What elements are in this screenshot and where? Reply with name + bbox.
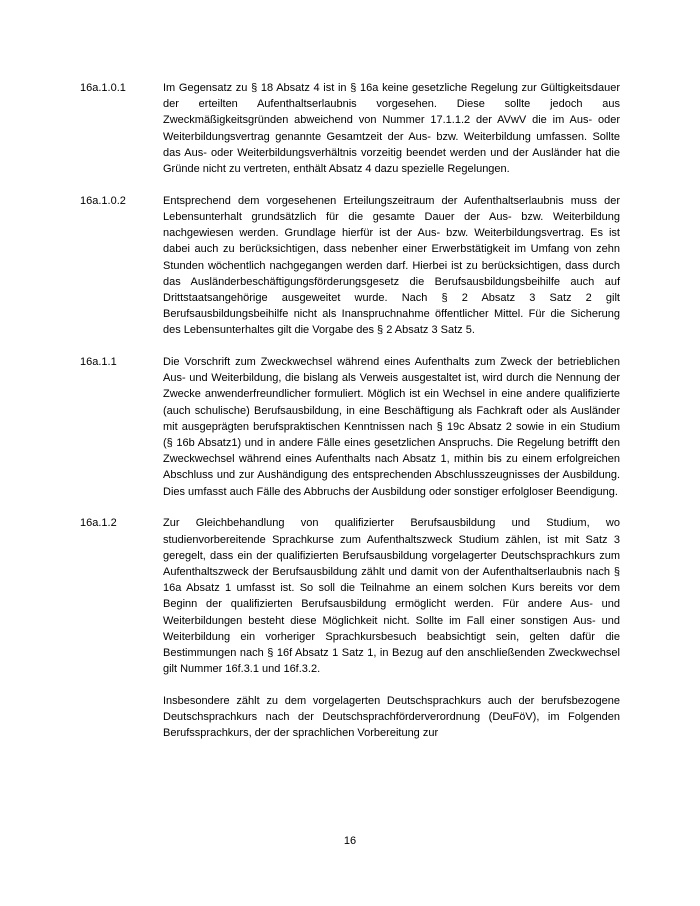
paragraph-number: 16a.1.0.1 (80, 82, 126, 94)
numbered-paragraph (80, 193, 620, 339)
paragraph-text: Insbesondere zählt zu dem vorgelagerten Deutschsprachkurs auch der berufsbezogene Deutschsprachkurs nach der Deutschsprachförderverordnung (DeuFöV), im Folgenden Berufssprachkurs, der der sprachlichen Vorbereitung zur (163, 694, 620, 740)
numbered-paragraph (80, 515, 620, 677)
page-number: 16 (343, 835, 357, 847)
numbered-paragraph (80, 80, 620, 177)
paragraph-text: Zur Gleichbehandlung von qualifizierter Berufsausbildung und Studium, wo studienvorbereitende Sprachkurse zum Aufenthaltszweck Studium zählen, ist mit Satz 3 geregelt, dass ein der qualifizierten Berufsausbildung vorgelagerter Deutschsprachkurs zum Aufenthaltszweck der Berufsausbildung zählt und damit von der Aufenthaltserlaubnis nach § 16a Absatz 1 umfasst ist. So soll die Teilnahme an einem solchen Kurs bereits vor dem Beginn der qualifizierten Berufsausbildung ermöglicht werden. Für andere Aus- und Weiterbildungen besteht diese Möglichkeit nicht. Sollte im Fall einer sonstigen Aus- und Weiterbildung ein vorheriger Sprachkursbesuch beabsichtigt sein, gelten dafür die Bestimmungen nach § 16f Absatz 1 Satz 1, in Bezug auf den anschließenden Zweckwechsel gilt Nummer 16f.3.1 und 16f.3.2. (163, 517, 620, 676)
paragraph-text: Die Vorschrift zum Zweckwechsel während eines Aufenthalts zum Zweck der betrieblichen Aus- und Weiterbildung, die bislang als Verweis ausgestaltet ist, wird durch die Nennung der Zwecke anwenderfreundlicher formuliert. Möglich ist ein Wechsel in eine andere qualifizierte (auch schulische) Berufsausbildung, in eine Beschäftigung als Fachkraft oder als Ausländer mit ausgeprägten berufspraktischen Kenntnissen nach § 19c Absatz 2 sowie in ein Studium (§ 16b Absatz1) und in andere Fälle eines gesetzlichen Anspruchs. Die Regelung betrifft den Zweckwechsel während eines Aufenthalts nach Absatz 1, mithin bis zu einem erfolgreichen Abschluss und zur Aushändigung des entsprechenden Abschlusszeugnisses der Ausbildung. Dies umfasst auch Fälle des Abbruchs der Ausbildung oder sonstiger erfolgloser Beendigung. (163, 356, 620, 498)
paragraph-text: Im Gegensatz zu § 18 Absatz 4 ist in § 16a keine gesetzliche Regelung zur Gültigkeitsdauer der erteilten Aufenthaltserlaubnis vorgesehen. Diese sollte jedoch aus Zweckmäßigkeitsgründen abweichend von Nummer 17.1.1.2 der AVwV die im Aus- oder Weiterbildungsvertrag genannte Gesamtzeit der Aus- bzw. Weiterbildung umfassen. Sollte das Aus- oder Weiterbildungsverhältnis vorzeitig beendet werden und der Ausländer hat die Gründe nicht zu vertreten, enthält Absatz 4 dazu spezielle Regelungen. (163, 82, 620, 176)
paragraph-number: 16a.1.0.2 (80, 194, 126, 207)
paragraph-number: 16a.1.1 (80, 356, 117, 369)
numbered-paragraph (80, 354, 620, 500)
continuation-paragraph (80, 693, 620, 742)
paragraph-number: 16a.1.2 (80, 517, 117, 530)
paragraph-text: Entsprechend dem vorgesehenen Erteilungszeitraum der Aufenthaltserlaubnis muss der Lebensunterhalt grundsätzlich für die gesamte Dauer der Aus- bzw. Weiterbildung nachgewiesen werden. Grundlage hierfür ist der Aus- bzw. Weiterbildungsvertrag. Es ist dabei auch zu berücksichtigen, dass nebenher einer Erwerbstätigkeit im Umfang von zehn Stunden wöchentlich nachgegangen werden darf. Hierbei ist zu berücksichtigen, dass durch das Ausländerbeschäftigungsförderungsgesetz die Berufsausbildungsbeihilfe auch auf Drittstaatsangehörige ausgeweitet wurde. Nach § 2 Absatz 3 Satz 2 gilt Berufsausbildungsbeihilfe nicht als Inanspruchnahme öffentlicher Mittel. Für die Sicherung des Lebensunterhaltes gilt die Vorgabe des § 2 Absatz 3 Satz 5. (163, 194, 620, 337)
document-body (80, 80, 620, 757)
